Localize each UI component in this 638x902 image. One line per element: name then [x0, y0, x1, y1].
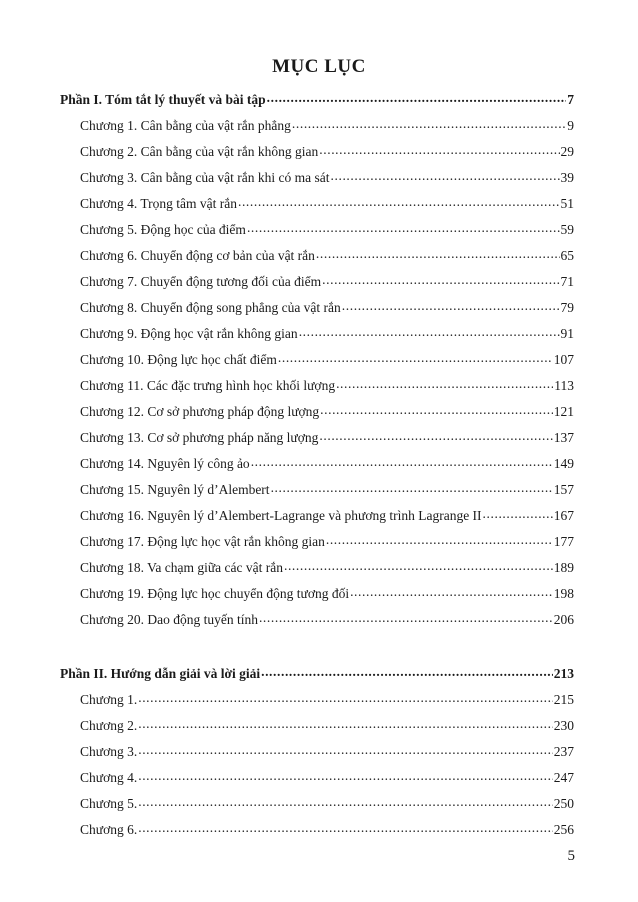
- toc-entry[interactable]: [60, 820, 574, 846]
- toc-entry[interactable]: [60, 350, 574, 376]
- toc-entry-label: Chương 17. Động lực học vật rắn không gian: [80, 533, 325, 549]
- toc-leader-dots: [271, 480, 553, 494]
- toc-part-label: Phần II. Hướng dẫn giải và lời giải: [60, 665, 261, 681]
- toc-leader-dots: [138, 768, 553, 782]
- toc-leader-dots: [284, 558, 553, 572]
- toc-page-number: 206: [553, 611, 574, 627]
- toc-entry-label: Chương 6. Chuyển động cơ bản của vật rắn: [80, 247, 315, 263]
- toc-entry-label: Chương 15. Nguyên lý d’Alembert: [80, 481, 270, 497]
- toc-entry-label: Chương 5. Động học của điểm: [80, 221, 246, 237]
- toc-leader-dots: [138, 690, 553, 704]
- toc-leader-dots: [259, 610, 553, 624]
- toc-entry-label: Chương 11. Các đặc trưng hình học khối lượng: [80, 377, 336, 393]
- toc-page-number: 71: [560, 273, 574, 289]
- toc-leader-dots: [299, 324, 560, 338]
- toc-page-number: 189: [553, 559, 574, 575]
- toc-entry-label: Chương 6.: [80, 821, 138, 837]
- toc-entry[interactable]: [60, 220, 574, 246]
- toc-page-number: 79: [560, 299, 574, 315]
- toc-entry[interactable]: [60, 324, 574, 350]
- toc-entry-label: Chương 8. Chuyển động song phẳng của vật rắn: [80, 299, 341, 315]
- toc-entry[interactable]: [60, 402, 574, 428]
- toc-entry[interactable]: [60, 584, 574, 610]
- toc-leader-dots: [483, 506, 553, 520]
- toc-entry[interactable]: [60, 116, 574, 142]
- toc-page-number: 107: [553, 351, 574, 367]
- toc-entry-label: Chương 4.: [80, 769, 138, 785]
- toc-entry[interactable]: [60, 454, 574, 480]
- toc-page-number: 250: [553, 795, 574, 811]
- toc-page-number: 256: [553, 821, 574, 837]
- page-number: 5: [567, 848, 575, 864]
- toc-entry[interactable]: [60, 298, 574, 324]
- toc-leader-dots: [316, 246, 560, 260]
- toc-entry[interactable]: [60, 480, 574, 506]
- toc-page-number: 9: [567, 117, 574, 133]
- toc-page-number: 237: [553, 743, 574, 759]
- toc-leader-dots: [138, 716, 553, 730]
- toc-leader-dots: [319, 142, 559, 156]
- toc-entry[interactable]: [60, 272, 574, 298]
- toc-page-number: 7: [567, 91, 574, 107]
- toc-leader-dots: [278, 350, 553, 364]
- toc-leader-dots: [336, 376, 553, 390]
- toc-entry-label: Chương 2.: [80, 717, 138, 733]
- toc-leader-dots: [342, 298, 560, 312]
- toc-leader-dots: [331, 168, 560, 182]
- toc-leader-dots: [319, 428, 552, 442]
- toc-entry[interactable]: [60, 794, 574, 820]
- toc-entry-label: Chương 4. Trọng tâm vật rắn: [80, 195, 237, 211]
- toc-leader-dots: [292, 116, 566, 130]
- toc-entry[interactable]: [60, 376, 574, 402]
- toc-page-number: 137: [553, 429, 574, 445]
- toc-page-number: 213: [553, 665, 574, 681]
- toc-leader-dots: [138, 742, 553, 756]
- toc-leader-dots: [247, 220, 560, 234]
- toc-entry-label: Chương 10. Động lực học chất điểm: [80, 351, 277, 367]
- toc-entry-label: Chương 19. Động lực học chuyển động tương đối: [80, 585, 350, 601]
- toc-leader-dots: [251, 454, 553, 468]
- toc-leader-dots: [326, 532, 553, 546]
- toc-entry-label: Chương 20. Dao động tuyến tính: [80, 611, 258, 627]
- toc-entry[interactable]: [60, 168, 574, 194]
- toc-page-number: 59: [560, 221, 574, 237]
- toc-page-number: 121: [553, 403, 574, 419]
- toc-entry-label: Chương 14. Nguyên lý công ảo: [80, 455, 250, 471]
- toc-entry[interactable]: [60, 690, 574, 716]
- toc-page-number: 29: [560, 143, 574, 159]
- toc-entry[interactable]: [60, 716, 574, 742]
- toc-entry[interactable]: [60, 246, 574, 272]
- toc-leader-dots: [238, 194, 560, 208]
- toc-leader-dots: [261, 664, 553, 678]
- toc-page-number: 149: [553, 455, 574, 471]
- toc-leader-dots: [267, 90, 567, 104]
- toc-entry-label: Chương 9. Động học vật rắn không gian: [80, 325, 298, 341]
- toc-page-number: 157: [553, 481, 574, 497]
- toc-page-number: 65: [560, 247, 574, 263]
- toc-leader-dots: [322, 272, 559, 286]
- table-of-contents: [60, 90, 574, 846]
- section-gap: [60, 636, 574, 664]
- toc-leader-dots: [350, 584, 553, 598]
- toc-page-number: 167: [553, 507, 574, 523]
- toc-leader-dots: [320, 402, 553, 416]
- toc-entry[interactable]: [60, 142, 574, 168]
- toc-entry-label: Chương 16. Nguyên lý d’Alembert-Lagrange và phương trình Lagrange II: [80, 507, 482, 523]
- toc-entry-label: Chương 18. Va chạm giữa các vật rắn: [80, 559, 283, 575]
- toc-entry-label: Chương 1. Cân bằng của vật rắn phẳng: [80, 117, 291, 133]
- toc-page-number: 177: [553, 533, 574, 549]
- toc-entry-label: Chương 13. Cơ sở phương pháp năng lượng: [80, 429, 319, 445]
- toc-page-number: 51: [560, 195, 574, 211]
- toc-entry[interactable]: [60, 506, 574, 532]
- toc-entry-label: Chương 12. Cơ sở phương pháp động lượng: [80, 403, 320, 419]
- toc-entry-label: Chương 3.: [80, 743, 138, 759]
- toc-leader-dots: [138, 794, 553, 808]
- toc-entry-label: Chương 7. Chuyển động tương đối của điểm: [80, 273, 322, 289]
- page-title: MỤC LỤC: [272, 56, 366, 77]
- toc-entry[interactable]: [60, 768, 574, 794]
- toc-page-number: 91: [560, 325, 574, 341]
- toc-part-label: Phần I. Tóm tắt lý thuyết và bài tập: [60, 91, 266, 107]
- toc-entry-label: Chương 2. Cân bằng của vật rắn không gian: [80, 143, 319, 159]
- toc-part-2[interactable]: [60, 664, 574, 690]
- toc-page-number: 198: [553, 585, 574, 601]
- toc-entry[interactable]: [60, 558, 574, 584]
- toc-entry[interactable]: [60, 610, 574, 636]
- toc-entry[interactable]: [60, 194, 574, 220]
- toc-entry[interactable]: [60, 428, 574, 454]
- toc-page-number: 113: [554, 377, 574, 393]
- toc-page-number: 230: [553, 717, 574, 733]
- toc-entry-label: Chương 1.: [80, 691, 138, 707]
- toc-page-number: 215: [553, 691, 574, 707]
- toc-page-number: 247: [553, 769, 574, 785]
- toc-page-number: 39: [560, 169, 574, 185]
- toc-leader-dots: [138, 820, 553, 834]
- toc-part-1[interactable]: [60, 90, 574, 116]
- toc-entry-label: Chương 3. Cân bằng của vật rắn khi có ma sát: [80, 169, 330, 185]
- toc-entry-label: Chương 5.: [80, 795, 138, 811]
- toc-entry[interactable]: [60, 742, 574, 768]
- toc-entry[interactable]: [60, 532, 574, 558]
